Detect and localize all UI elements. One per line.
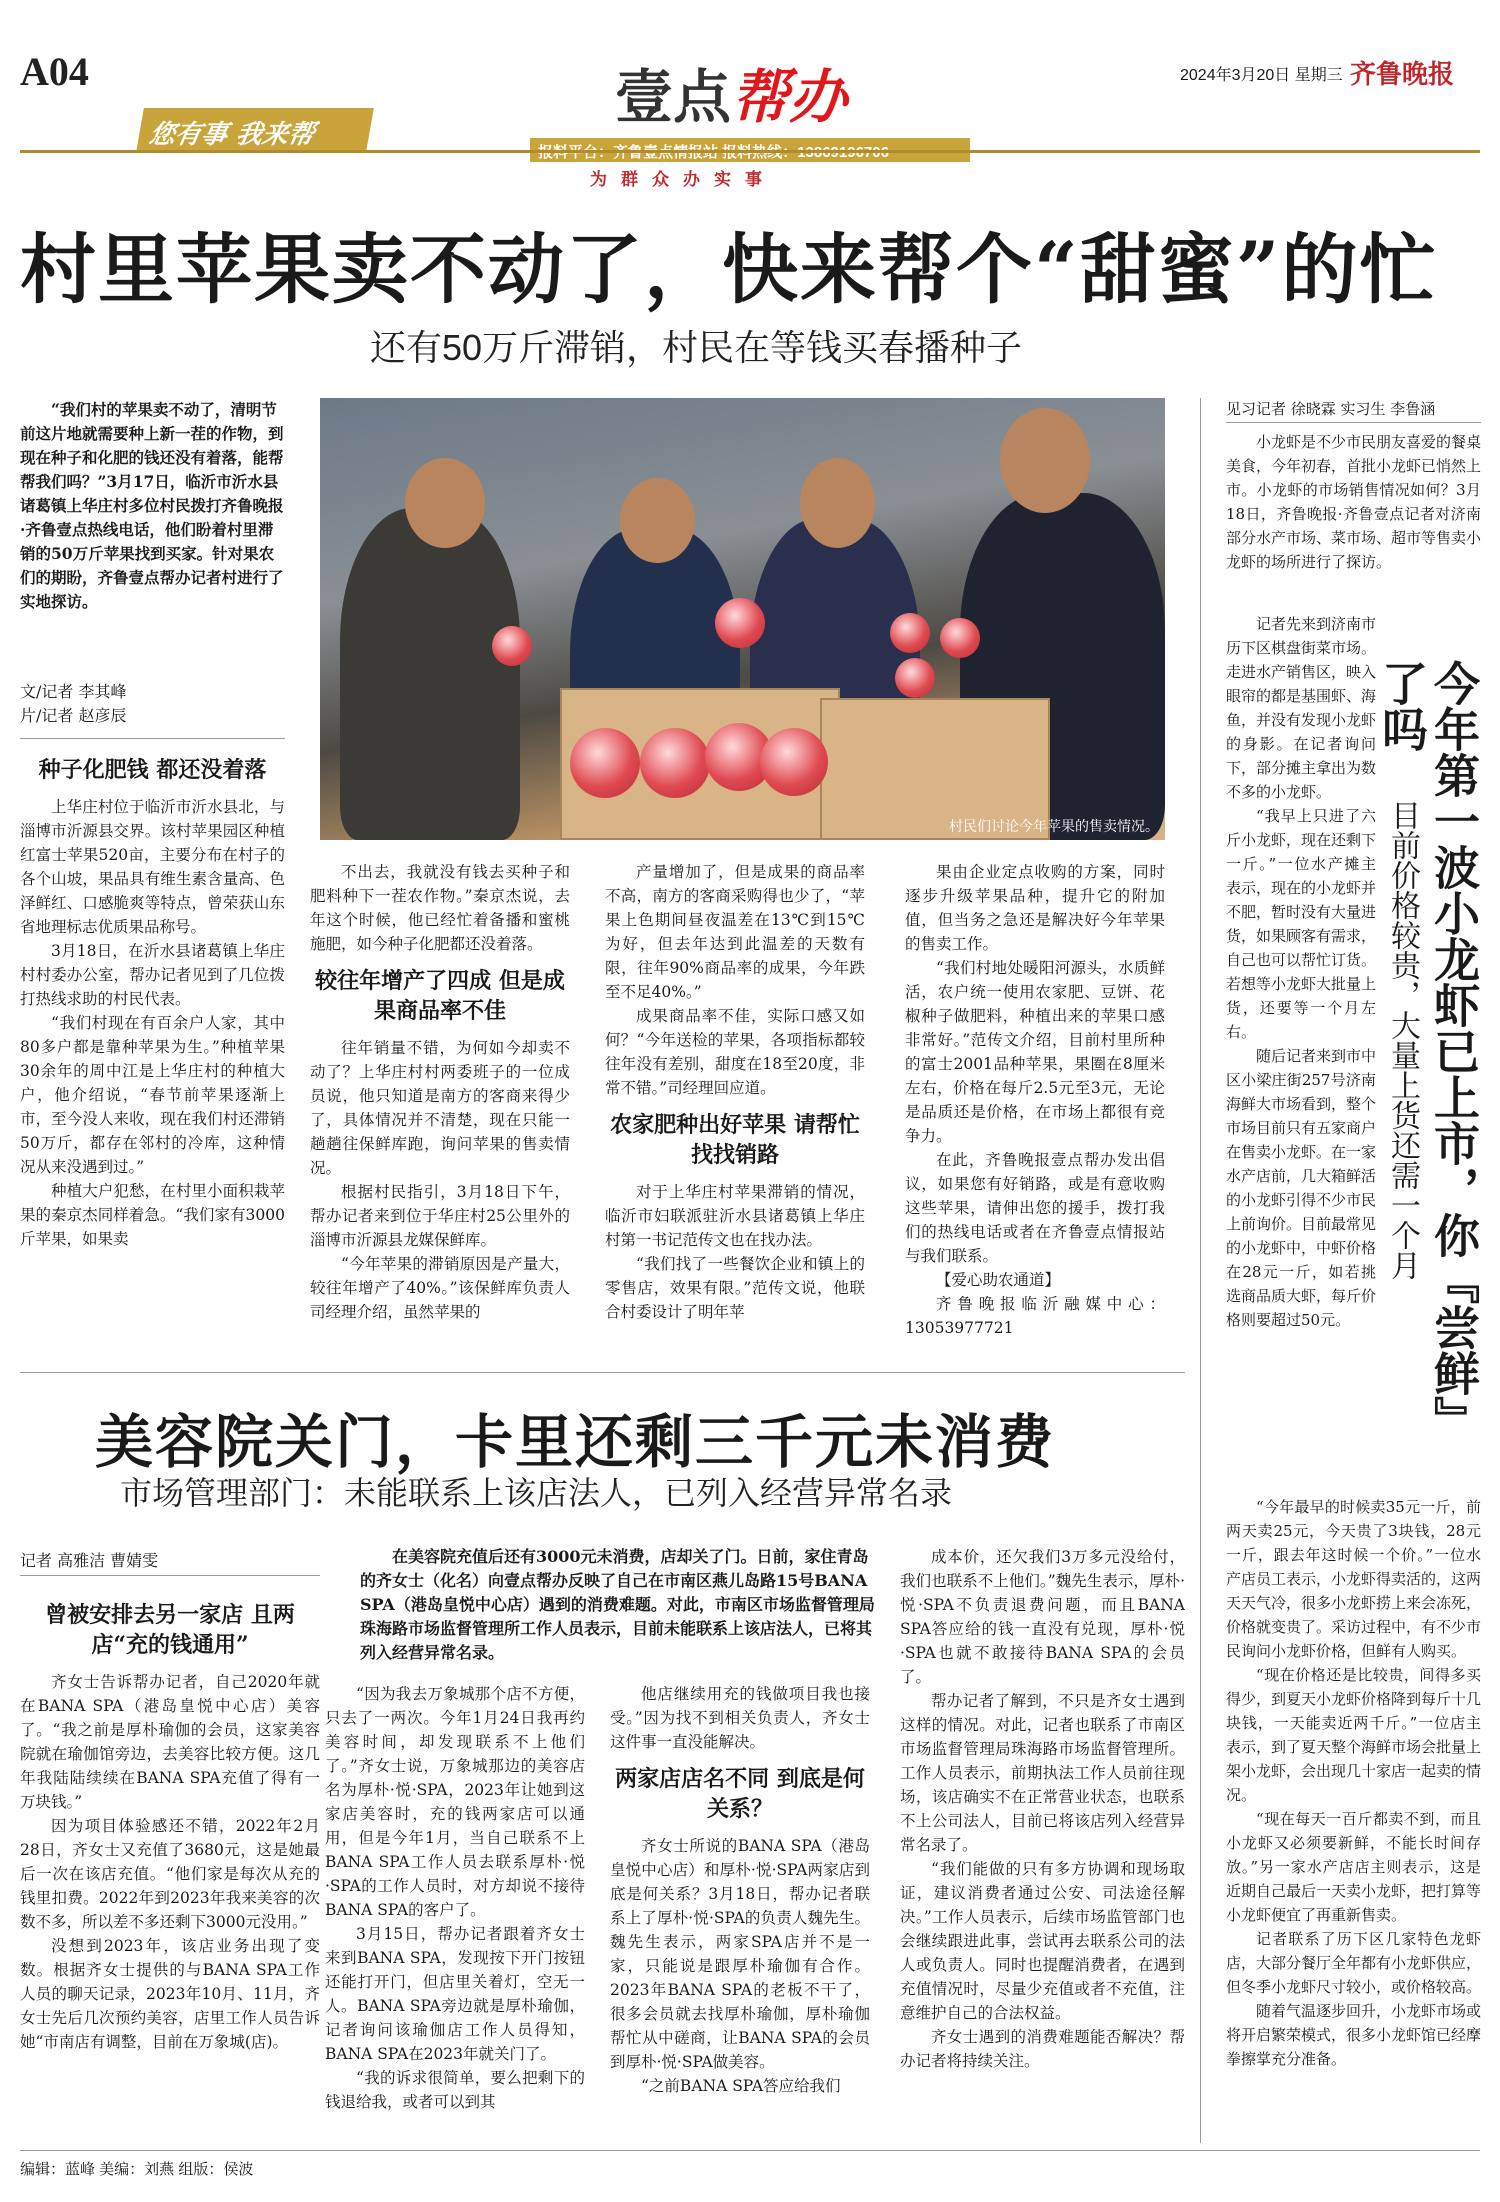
paragraph: 帮办记者了解到，不只是齐女士遇到这样的情况。对此，记者也联系了市南区市场监督管理局珠海路市场监督管理所。工作人员表示，前期执法工作人员前往现场，该店确实不在正常营业状态，也联系不上公司法人，目前已将该店列入经营异常名录了。 bbox=[900, 1692, 1185, 1854]
apples-column-4 bbox=[905, 860, 1165, 1360]
spa-column-2 bbox=[325, 1682, 585, 2145]
paragraph: 随着气温逐步回升，小龙虾市场或将开启繁荣模式，很多小龙虾馆已经摩拳擦掌充分准备。 bbox=[1226, 2002, 1481, 2068]
paragraph: 记者联系了历下区几家特色龙虾店，大部分餐厅全年都有小龙虾供应，但冬季小龙虾尺寸较小，或价格较高。 bbox=[1226, 1930, 1481, 1996]
villager-figure bbox=[340, 508, 520, 840]
paragraph: 在此，齐鲁晚报壹点帮办发出倡议，如果您有好销路，或是有意收购这些苹果，请伸出您的援手，拨打我们的热线电话或者在齐鲁壹点情报站与我们联系。 bbox=[905, 1151, 1165, 1265]
section-heading: 两家店店名不同 到底是何关系？ bbox=[615, 1766, 865, 1822]
paragraph: “今年最早的时候卖35元一斤，前两天卖25元，今天贵了3块钱，28元一斤，跟去年这时候一个价。”一位水产店员工表示，小龙虾得卖活的，这两天天气冷，很多小龙虾捞上来会冻死，价格就变贵了。采访过程中，有不少市民询问小龙虾价格，但鲜有人购买。 bbox=[1226, 1498, 1481, 1660]
paragraph: 他店继续用充的钱做项目我也接受。”因为找不到相关负责人，齐女士这件事一直没能解决。 bbox=[610, 1685, 870, 1751]
byline-apples bbox=[20, 680, 285, 728]
subhead-spa: 市场管理部门：未能联系上该店法人，已列入经营异常名录 bbox=[120, 1475, 953, 1511]
apple bbox=[760, 728, 828, 796]
rule bbox=[1226, 422, 1481, 423]
byline-spa: 记者 高雅洁 曹婧雯 bbox=[20, 1551, 159, 1570]
headline-apples: 村里苹果卖不动了，快来帮个“甜蜜”的忙 bbox=[20, 225, 1438, 314]
writer-credit: 文/记者 李其峰 bbox=[20, 682, 127, 701]
headline-crayfish: 今年第一波小龙虾已上市，你『尝鲜』了吗 bbox=[1375, 660, 1481, 1442]
paragraph: “我们找了一些餐饮企业和镇上的零售店，效果有限。”范传文说，他联合村委设计了明年苹 bbox=[605, 1255, 865, 1321]
column-motto: 为群众办实事 bbox=[590, 170, 776, 190]
rule bbox=[20, 738, 285, 739]
paragraph: 记者先来到济南市历下区棋盘街菜市场。走进水产销售区，映入眼帘的都是基围虾、海鱼，并没有发现小龙虾的身影。在记者询问下，部分摊主拿出为数不多的小龙虾。 bbox=[1226, 615, 1376, 801]
villager-head bbox=[1000, 408, 1090, 513]
column-logo bbox=[615, 50, 847, 134]
lead-spa: 在美容院充值后还有3000元未消费，店却关了门。日前，家住青岛的齐女士（化名）向壹点帮办反映了自己在市南区燕儿岛路15号BANA SPA（港岛皇悦中心店）遇到的消费难题。对此，市南区市场监督管理局珠海路市场监督管理所工作人员表示，目前未能联系上该店法人，已将其列入经营异常名录。 bbox=[360, 1547, 875, 1662]
paragraph: 成本价，还欠我们3万多元没给付，我们也联系不上他们。”魏先生表示，厚朴·悦·SPA不负责退费问题，而且BANA SPA答应给的钱一直没有兑现，厚朴·悦·SPA也就不敢接待BANA SPA的会员了。 bbox=[900, 1548, 1185, 1686]
header-rule bbox=[20, 150, 1480, 153]
paragraph: 往年销量不错，为何如今却卖不动了？上华庄村村两委班子的一位成员说，他只知道是南方的客商来得少了，具体情况并不清楚，现在只能一趟趟往保鲜库跑，询问苹果的售卖情况。 bbox=[310, 1039, 570, 1177]
villager-head bbox=[800, 458, 875, 548]
section-heading: 曾被安排去另一家店 且两店“充的钱通用” bbox=[45, 1602, 295, 1658]
paragraph: “现在每天一百斤都卖不到，而且小龙虾又必须要新鲜，不能长时间存放。”另一家水产店店主则表示，这是近期自己最后一天卖小龙虾，把打算等小龙虾便宜了再重新售卖。 bbox=[1226, 1810, 1481, 1924]
paragraph: 种植大户犯愁，在村里小面积栽苹果的秦京杰同样着急。“我们家有3000斤苹果，如果卖 bbox=[20, 1182, 285, 1248]
paragraph: 齐女士遇到的消费难题能否解决？帮办记者将持续关注。 bbox=[900, 2028, 1185, 2070]
section-rule bbox=[20, 1372, 1185, 1373]
subhead-apples: 还有50万斤滞销，村民在等钱买春播种子 bbox=[370, 327, 1023, 368]
paragraph: 成果商品率不佳，实际口感又如何？“今年送检的苹果，各项指标都较往年没有差别，甜度在18至20度，非常不错。”司经理回应道。 bbox=[605, 1007, 865, 1097]
spa-column-4 bbox=[900, 1545, 1185, 2145]
byline-crayfish: 见习记者 徐晓霖 实习生 李鲁涵 bbox=[1226, 400, 1436, 418]
apples-column-3 bbox=[605, 860, 865, 1360]
apple bbox=[640, 728, 710, 798]
paragraph: 不出去，我就没有钱去买种子和肥料种下一茬农作物。”秦京杰说，去年这个时候，他已经忙着备播和蜜桃施肥，如今种子化肥都还没着落。 bbox=[310, 863, 570, 953]
section-heading: 较往年增产了四成 但是成果商品率不佳 bbox=[315, 968, 565, 1024]
paragraph: “之前BANA SPA答应给我们 bbox=[641, 2077, 841, 2095]
paragraph: “我的诉求很简单，要么把剩下的钱退给我，或者可以到其 bbox=[325, 2069, 585, 2111]
paragraph: “因为我去万象城那个店不方便，只去了一两次。今年1月24日我再约美容时间，却发现联系不上他们了。”齐女士说，万象城那边的美容店名为厚朴·悦·SPA，2023年让她到这家店美容时，充的钱两家店可以通用，但是今年1月，当自己联系不上BANA SPA工作人员去联系厚朴·悦·SPA的工作人员时，对方却说不接待BANA SPA的客户了。 bbox=[325, 1685, 585, 1919]
crayfish-intro bbox=[1226, 430, 1481, 610]
apple bbox=[940, 618, 980, 658]
apples-column-2 bbox=[310, 860, 570, 1360]
apple bbox=[570, 728, 640, 798]
apple bbox=[890, 613, 930, 653]
paragraph: 齐女士所说的BANA SPA（港岛皇悦中心店）和厚朴·悦·SPA两家店到底是何关系？3月18日，帮办记者联系上了厚朴·悦·SPA的负责人魏先生。魏先生表示，两家SPA店并不是一家，只能说是跟厚朴瑜伽有合作。2023年BANA SPA的老板不干了，很多会员就去找厚朴瑜伽，厚朴瑜伽帮忙从中磋商，让BANA SPA的会员到厚朴·悦·SPA做美容。 bbox=[610, 1837, 870, 2071]
paragraph: 上华庄村位于临沂市沂水县北，与淄博市沂源县交界。该村苹果园区种植红富士苹果520亩，主要分布在村子的各个山坡，果品具有维生素含量高、色泽鲜红、口感脆爽等特点，曾荣获山东省地理标志优质果品称号。 bbox=[20, 798, 285, 936]
footer-rule bbox=[20, 2150, 1480, 2151]
apple bbox=[492, 626, 532, 666]
newspaper-name: 齐鲁晚报 bbox=[1350, 60, 1455, 90]
apples-column-1 bbox=[20, 745, 285, 1360]
apple bbox=[895, 658, 935, 698]
apple bbox=[715, 598, 765, 648]
slogan: 您有事 我来帮 bbox=[136, 108, 374, 152]
crayfish-column-lower bbox=[1226, 1495, 1481, 2145]
subhead-crayfish: 目前价格较贵，大量上货还需一个月 bbox=[1386, 800, 1419, 1280]
paragraph: 果由企业定点收购的方案，同时逐步升级苹果品种，提升它的附加值，但当务之急还是解决好今年苹果的售卖工作。 bbox=[905, 863, 1165, 953]
logo-part-b: 帮办 bbox=[731, 65, 848, 130]
spa-column-1 bbox=[20, 1590, 320, 2145]
paragraph: 产量增加了，但是成果的商品率不高，南方的客商采购得也少了，“苹果上色期间昼夜温差在13℃到15℃为好，但去年达到此温差的天数有限，往年90%商品率的成果，今年跌至不足40%。” bbox=[605, 863, 865, 1001]
photo-credit: 片/记者 赵彦辰 bbox=[20, 706, 127, 725]
paragraph: 齐女士告诉帮办记者，自己2020年就在BANA SPA（港岛皇悦中心店）美容了。“我之前是厚朴瑜伽的会员，这家美容院就在瑜伽馆旁边，去美容比较方便。这几年我陆陆续续在BANA SPA充值了得有一万块钱。” bbox=[20, 1673, 320, 1811]
paragraph: 3月15日，帮办记者跟着齐女士来到BANA SPA，发现按下开门按钮还能打开门，但店里关着灯，空无一人。BANA SPA旁边就是厚朴瑜伽，记者询问该瑜伽店工作人员得知，BANA SPA在2023年就关门了。 bbox=[325, 1925, 585, 2063]
issue-date: 2024年3月20日 星期三 bbox=[1180, 67, 1343, 84]
paragraph: 没想到2023年，该店业务出现了变数。根据齐女士提供的与BANA SPA工作人员的聊天记录，2023年10月、11月，齐女士先后几次预约美容，店里工作人员告诉她“市南店有调整，目前在万象城(店)。 bbox=[20, 1937, 320, 2051]
column-divider bbox=[1200, 398, 1201, 2143]
apple-villagers-photo bbox=[320, 398, 1165, 840]
villager-head bbox=[405, 458, 485, 548]
section-heading: 农家肥种出好苹果 请帮忙找找销路 bbox=[610, 1112, 860, 1168]
paragraph: “我们村现在有百余户人家，其中80多户都是靠种苹果为生。”种植苹果30余年的周中江是上华庄村的种植大户，他介绍说，“春节前苹果逐渐上市，至今没人来收，现在我们村还滞销50万斤，都存在邻村的冷库，这种情况从来没遇到过。” bbox=[20, 1014, 285, 1176]
headline-spa: 美容院关门，卡里还剩三千元未消费 bbox=[95, 1408, 1056, 1476]
rule bbox=[20, 1575, 320, 1576]
paragraph: “我们能做的只有多方协调和现场取证，建议消费者通过公安、司法途径解决。”工作人员表示，后续市场监管部门也会继续跟进此事，尝试再去联系公司的法人或负责人。同时也提醒消费者，在遇到充值情况时，尽量少充值或者不充值，注意维护自己的合法权益。 bbox=[900, 1860, 1185, 2022]
paragraph: “我们村地处暖阳河源头，水质鲜活，农户统一使用农家肥、豆饼、花椒种子做肥料，种植出来的苹果口感非常好。”范传文介绍，目前村里所种的富士2001品种苹果，果圈在8厘米左右，价格在每斤2.5元至3元，无论是品质还是价格，在市场上都很有竞争力。 bbox=[905, 959, 1165, 1145]
paragraph: 3月18日，在沂水县诸葛镇上华庄村村委办公室，帮办记者见到了几位拨打热线求助的村民代表。 bbox=[20, 942, 285, 1008]
paragraph: “现在价格还是比较贵，间得多买得少，到夏天小龙虾价格降到每斤十几块钱，一天能卖近两千斤。”一位店主表示，到了夏天整个海鲜市场会批量上架小龙虾，会出现几十家店一起卖的情况。 bbox=[1226, 1666, 1481, 1804]
spa-column-3 bbox=[610, 1682, 870, 2145]
paragraph: “今年苹果的滞销原因是产量大，较往年增产了40%。”该保鲜库负责人司经理介绍，虽然苹果的 bbox=[310, 1255, 570, 1321]
photo-caption: 村民们讨论今年苹果的售卖情况。 bbox=[949, 818, 1159, 834]
paragraph: “我早上只进了六斤小龙虾，现在还剩下一斤。”一位水产摊主表示，现在的小龙虾并不肥，暂时没有大量进货，如果顾客有需求，自己也可以帮忙订货。若想等小龙虾大批量上货，还要等一个月左右。 bbox=[1226, 807, 1376, 1041]
paragraph: 【爱心助农通道】 bbox=[936, 1271, 1061, 1289]
paragraph: 对于上华庄村苹果滞销的情况，临沂市妇联派驻沂水县诸葛镇上华庄村第一书记范传文也在找办法。 bbox=[605, 1183, 865, 1249]
editor-credits: 编辑：蓝峰 美编：刘燕 组版：侯波 bbox=[20, 2161, 254, 2178]
paragraph: 因为项目体验感还不错，2022年2月28日，齐女士又充值了3680元，这是她最后一次在该店充值。“他们家是每次从充的钱里扣费。2022年到2023年我来美容的次数不多，所以差不多还剩下3000元没用。” bbox=[20, 1817, 320, 1931]
section-heading: 种子化肥钱 都还没着落 bbox=[38, 757, 267, 783]
paragraph: 随后记者来到市中区小梁庄街257号济南海鲜大市场看到，整个市场目前只有五家商户在售卖小龙虾。在一家水产店前，几大箱鲜活的小龙虾引得不少市民上前询价。目前最常见的小龙虾中，中虾价格在28元一斤，如若挑选商品质大虾，每斤价格则要超过50元。 bbox=[1226, 1047, 1376, 1329]
logo-part-a: 壹点 bbox=[615, 65, 732, 130]
villager-head bbox=[620, 478, 695, 563]
page-number: A04 bbox=[20, 49, 89, 94]
lead-apples: “我们村的苹果卖不动了，清明节前这片地就需要种上新一茬的作物，到现在种子和化肥的钱还没有着落，能帮帮我们吗？”3月17日，临沂市沂水县诸葛镇上华庄村多位村民拨打齐鲁晚报·齐鲁壹点热线电话，他们盼着村里滞销的50万斤苹果找到买家。针对果农们的期盼，齐鲁壹点帮办记者村进行了实地探访。 bbox=[20, 400, 284, 611]
paragraph: 根据村民指引，3月18日下午，帮办记者来到位于华庄村25公里外的淄博市沂源县龙媒保鲜库。 bbox=[310, 1183, 570, 1249]
paragraph: 齐鲁晚报临沂融媒中心：13053977721 bbox=[905, 1295, 1165, 1337]
paragraph: 小龙虾是不少市民朋友喜爱的餐桌美食，今年初春，首批小龙虾已悄然上市。小龙虾的市场销售情况如何？3月18日，齐鲁晚报·齐鲁壹点记者对济南部分水产市场、菜市场、超市等售卖小龙虾的场所进行了探访。 bbox=[1226, 433, 1481, 571]
crayfish-column-upper bbox=[1226, 612, 1376, 1492]
